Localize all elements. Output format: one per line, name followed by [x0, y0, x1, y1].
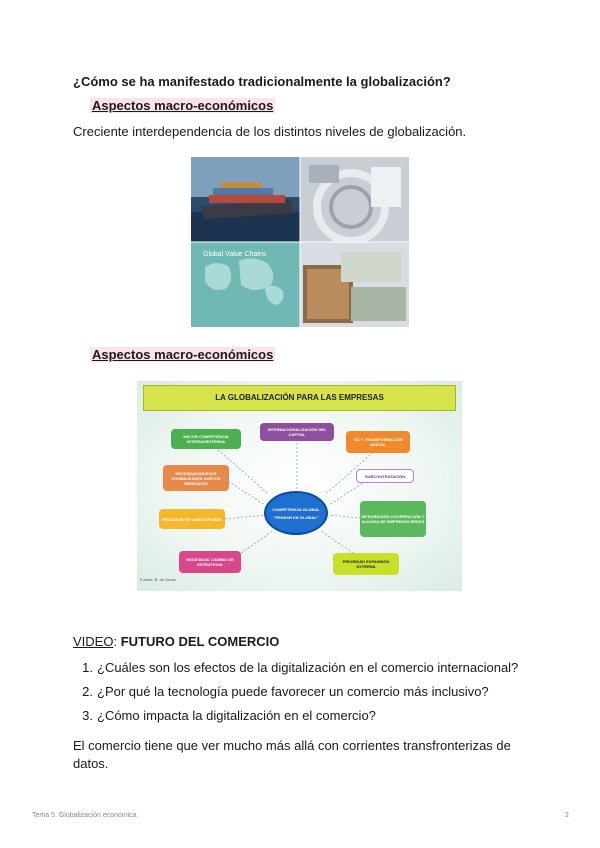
- footer-title: Tema 5. Globalización económica: [32, 812, 137, 819]
- questions-list: [73, 660, 518, 732]
- box-necesidad: NECESIDAD/NUEVAS POSIBILIDADES NUEVOS MERCADOS: [163, 465, 229, 491]
- globalization-infographic: [137, 381, 462, 591]
- closing-paragraph: El comercio tiene que ver mucho más allá con corrientes transfronterizas de datos.: [73, 738, 511, 771]
- infographic-source: Fuente: B. de Durán: [140, 577, 177, 582]
- section2-subheading-text: Aspectos macro-económicos: [92, 347, 274, 362]
- infographic-title: LA GLOBALIZACIÓN PARA LAS EMPRESAS: [143, 385, 456, 411]
- box-competencia: MAYOR COMPETENCIA INTERNA/EXTERNA: [171, 429, 241, 449]
- center-line1: COMPETENCIA GLOBAL: [272, 506, 320, 512]
- video-colon: :: [113, 634, 118, 649]
- center-circle: [264, 491, 328, 535]
- page-heading: ¿Cómo se ha manifestado tradicionalmente la globalización?: [73, 74, 451, 89]
- list-number: 1.: [82, 660, 93, 675]
- list-item: [73, 684, 518, 708]
- video-title: FUTURO DEL COMERCIO: [120, 634, 280, 649]
- box-prioridad: PRIORIDAD EXPANSIÓN EXTERNA: [333, 553, 399, 575]
- list-number: 2.: [82, 684, 93, 699]
- section1-subheading: [90, 98, 275, 113]
- section1-subheading-text: Aspectos macro-económicos: [92, 98, 274, 113]
- page-number: 2: [565, 812, 569, 819]
- box-tic: TIC Y TRANSFORMACIÓN DIGITAL: [346, 431, 410, 453]
- list-number: 3.: [82, 708, 93, 723]
- video-line: [73, 634, 279, 649]
- box-internacionalizacion: INTERNACIONALIZACIÓN DEL CAPITAL: [260, 423, 334, 441]
- list-text: ¿Por qué la tecnología puede favorecer un comercio más inclusivo?: [97, 684, 489, 699]
- box-subcontratacion: SUBCONTRATACIÓN: [356, 469, 414, 483]
- collage-image: [191, 157, 409, 327]
- video-label: VIDEO: [73, 634, 114, 649]
- section1-text: Creciente interdependencia de los distintos niveles de globalización.: [73, 124, 467, 139]
- collage-graphic: [191, 157, 409, 327]
- box-cambio: NECESIDAD CAMBIO DE ESTRATEGIA: [179, 551, 241, 573]
- list-text: ¿Cómo impacta la digitalización en el comercio?: [97, 708, 376, 723]
- center-line2: "PENSAR EN GLOBAL": [273, 514, 319, 520]
- collage-caption: Global Value Chains: [203, 251, 267, 258]
- list-item: [73, 660, 518, 684]
- box-produccion: PRODUCIR EN VARIOS PAÍSES: [159, 509, 225, 529]
- section2-subheading: [90, 347, 275, 362]
- list-item: [73, 708, 518, 732]
- list-text: ¿Cuáles son los efectos de la digitalización en el comercio internacional?: [97, 660, 519, 675]
- box-integracion: INTEGRACIÓN COOPERACIÓN Y ALIANZA DE EMPRESAS REDES: [360, 501, 426, 537]
